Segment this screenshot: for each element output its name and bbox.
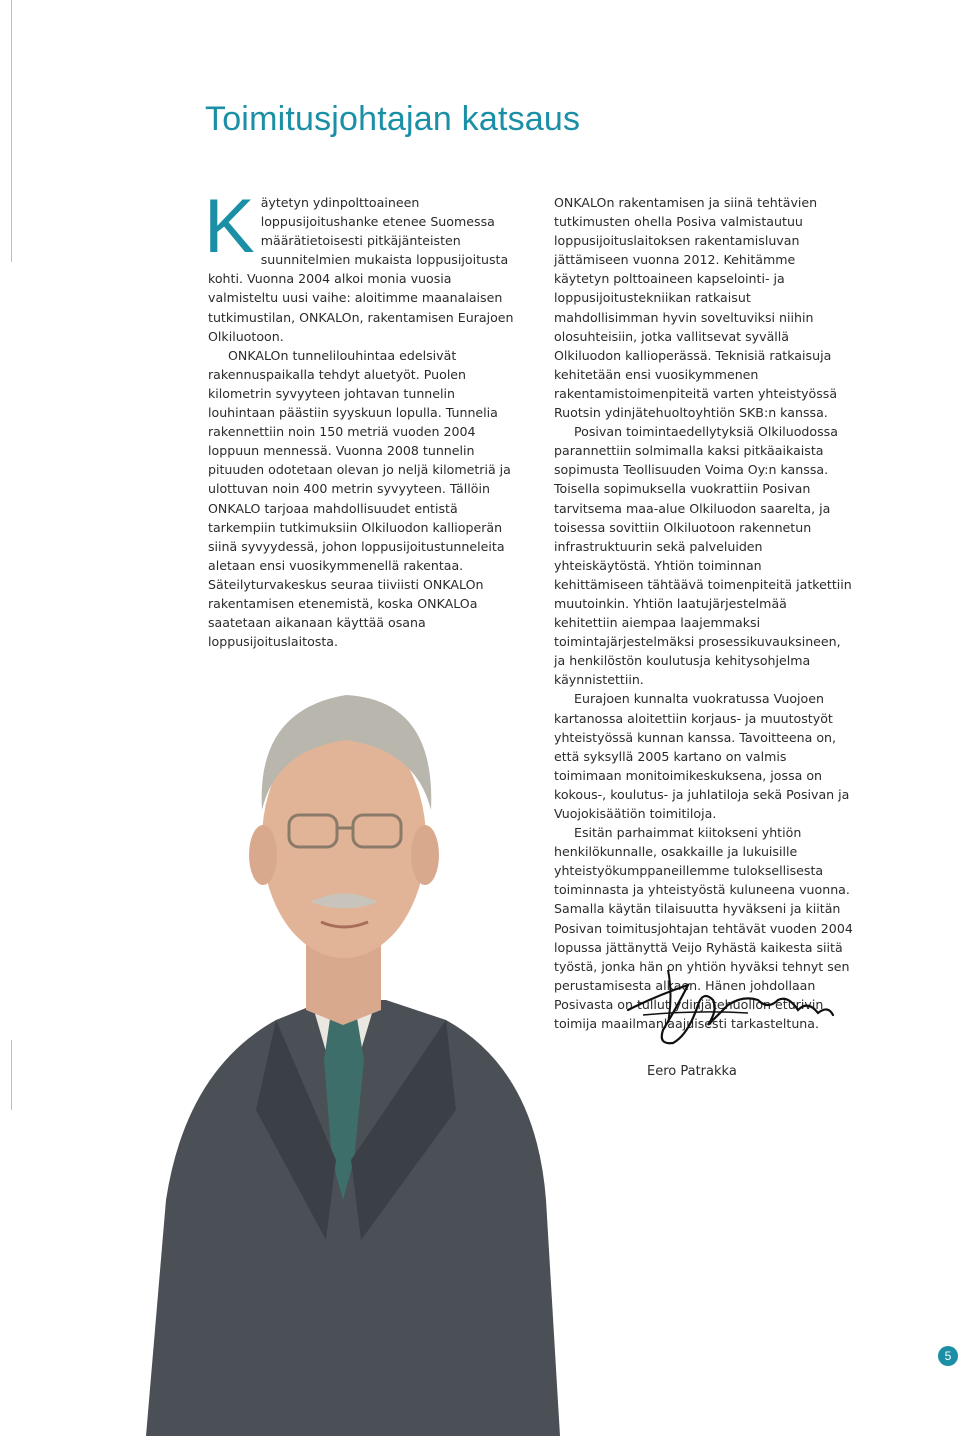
body-paragraph: ONKALOn rakentamisen ja siinä tehtävien tutkimusten ohella Posiva valmistautuu loppusijoituslaitoksen rakentamisluvan jättämiseen vuonna 2012. Kehitämme käytetyn polttoaineen kapselointi- ja loppusijoitustekniikan ratkaisut mahdollisimman hyvin soveltuviksi niihin olosuhteisiin, jotka vallitsevat syvällä Olkiluodon kallioperässä. Teknisiä ratkaisuja kehitetään ensi vuosikymmenen rakentamistoimenpiteitä varten yhteistyössä Ruotsin ydinjätehuoltoyhtiön SKB:n kanssa. (554, 195, 838, 421)
intro-text: äytetyn ydinpolttoaineen loppusijoitushanke etenee Suomessa määrätietoisesti pitkäjänteisten suunnitelmien mukaista loppusijoitusta kohti. Vuonna 2004 alkoi monia vuosia valmisteltu uusi vaihe: aloitimme maanalaisen tutkimustilan, ONKALOn, rakentamisen Eurajoen Olkiluotoon. (208, 195, 514, 344)
page-title: Toimitusjohtajan katsaus (205, 100, 581, 138)
body-paragraph: Eurajoen kunnalta vuokratussa Vuojoen kartanossa aloitettiin korjaus- ja muutostyöt yhteistyössä kunnan kanssa. Tavoitteena on, että syksyllä 2005 kartano on valmis toimimaan monitoimikeskuksena, jossa on kokous-, koulutus- ja juhlatiloja sekä Posivan ja Vuojokisäätiön toimitiloja. (554, 691, 850, 821)
right-text-column (554, 193, 854, 1033)
signature-image (618, 955, 850, 1055)
intro-paragraph (204, 184, 520, 346)
ceo-portrait-photo (126, 640, 560, 1436)
body-paragraph: Posivan toimintaedellytyksiä Olkiluodossa parannettiin solmimalla kaksi pitkäaikaista sopimusta Teollisuuden Voima Oy:n kanssa. Toisella sopimuksella vuokrattiin Posivan tarvitsema maa-alue Olkiluodon saarelta, ja toisessa sovittiin Olkiluotoon rakennetun infrastruktuurin sekä palveluiden yhteiskäytöstä. Yhtiön toiminnan kehittämiseen tähtäävä toimenpiteitä jatkettiin muutoinkin. Yhtiön laatujärjestelmää kehitettiin aiempaa laajemmaksi toimintajärjestelmäksi prosessikuvauksineen, ja henkilöstön koulutusja kehitysohjelma käynnistettiin. (554, 424, 852, 688)
page-edge-rule (11, 0, 12, 262)
page-edge-rule-lower (11, 1040, 12, 1110)
drop-cap: K (204, 184, 255, 269)
page-number-badge: 5 (938, 1346, 958, 1366)
left-text-column (204, 184, 520, 651)
signatory-name: Eero Patrakka (647, 1064, 737, 1079)
body-paragraph: Esitän parhaimmat kiitokseni yhtiön henkilökunnalle, osakkaille ja lukuisille yhteistyökumppaneillemme tuloksellisesta toiminnasta ja yhteistyöstä kuluneena vuonna. Samalla käytän tilaisuutta hyväkseni ja kiitän Posivan toimitusjohtajan tehtävät vuoden 2004 lopussa jättänyttä Veijo Ryhästä kaikesta siitä työstä, jonka hän on yhtiön hyväksi tehnyt sen perustamisesta alkaen. Hänen johdollaan Posivasta on tullut ydinjätehuollon eturivin toimija maailmanlaajuisesti tarkasteltuna. (554, 825, 853, 1032)
body-paragraph: ONKALOn tunnelilouhintaa edelsivät rakennuspaikalla tehdyt aluetyöt. Puolen kilometrin syvyyteen johtavan tunnelin louhintaan päästiin syyskuun lopulla. Tunnelia rakennettiin noin 150 metriä vuoden 2004 loppuun mennessä. Vuonna 2008 tunnelin pituuden odotetaan olevan jo neljä kilometriä ja ulottuvan noin 400 metrin syvyyteen. Tällöin ONKALO tarjoaa mahdollisuudet entistä tarkempiin tutkimuksiin Olkiluodon kallioperän siinä syvyydessä, johon loppusijoitustunneleita aletaan ensi vuosikymmenellä rakentaa. Säteilyturvakeskus seuraa tiiviisti ONKALOn rakentamisen etenemistä, koska ONKALOa saatetaan aikanaan käyttää osana loppusijoituslaitosta. (208, 347, 511, 650)
